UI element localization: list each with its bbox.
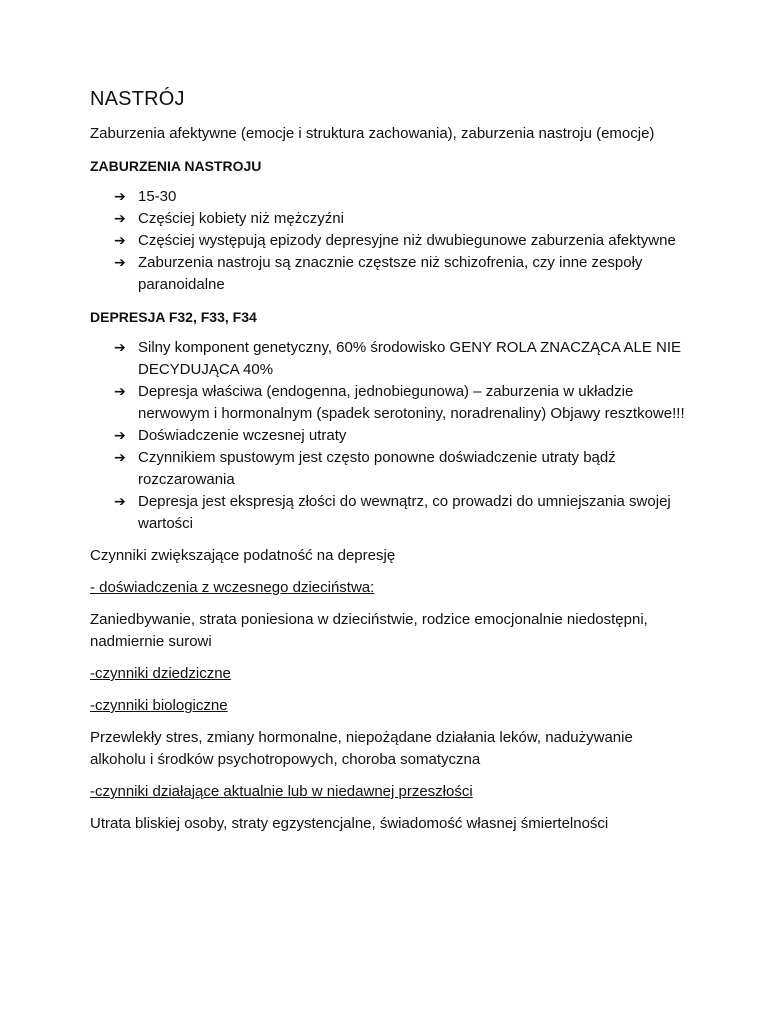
arrow-right-icon: ➔: [114, 340, 126, 356]
list-item-text: 15-30: [138, 188, 177, 205]
arrow-right-icon: ➔: [114, 211, 126, 227]
list-item-text: Zaburzenia nastroju są znacznie częstsze niż schizofrenia, czy inne zespoły paranoidalne: [138, 254, 643, 293]
factors-intro: Czynniki zwiększające podatność na depresję: [90, 547, 396, 564]
intro-paragraph: Zaburzenia afektywne (emocje i struktura zachowania), zaburzenia nastroju (emocje): [90, 125, 655, 142]
arrow-right-icon: ➔: [114, 494, 126, 510]
list-item-text: Silny komponent genetyczny, 60% środowisko GENY ROLA ZNACZĄCA ALE NIE DECYDUJĄCA 40%: [138, 339, 682, 378]
biological-heading: -czynniki biologiczne: [90, 697, 228, 714]
list-item-text: Doświadczenie wczesnej utraty: [138, 427, 347, 444]
list-item: [114, 447, 690, 491]
childhood-heading: - doświadczenia z wczesnego dzieciństwa:: [90, 579, 375, 596]
mood-disorders-list: [90, 186, 690, 296]
arrow-right-icon: ➔: [114, 384, 126, 400]
list-item-text: Częściej występują epizody depresyjne niż dwubiegunowe zaburzenia afektywne: [138, 232, 676, 249]
section-heading-depression: DEPRESJA F32, F33, F34: [90, 309, 257, 325]
list-item: [114, 381, 690, 425]
recent-text: Utrata bliskiej osoby, straty egzystencjalne, świadomość własnej śmiertelności: [90, 815, 609, 832]
childhood-text: Zaniedbywanie, strata poniesiona w dzieciństwie, rodzice emocjonalnie niedostępni, nadmiernie surowi: [90, 611, 648, 650]
section-heading-mood-disorders: ZABURZENIA NASTROJU: [90, 158, 262, 174]
list-item-text: Depresja jest ekspresją złości do wewnątrz, co prowadzi do umniejszania swojej wartości: [138, 493, 671, 532]
arrow-right-icon: ➔: [114, 255, 126, 271]
biological-text: Przewlekły stres, zmiany hormonalne, niepożądane działania leków, nadużywanie alkoholu i środków psychotropowych, choroba somatyczna: [90, 729, 633, 768]
list-item-text: Częściej kobiety niż mężczyźni: [138, 210, 344, 227]
arrow-right-icon: ➔: [114, 428, 126, 444]
depression-list: [90, 337, 690, 535]
arrow-right-icon: ➔: [114, 450, 126, 466]
arrow-right-icon: ➔: [114, 233, 126, 249]
list-item: [114, 186, 690, 208]
list-item-text: Czynnikiem spustowym jest często ponowne doświadczenie utraty bądź rozczarowania: [138, 449, 616, 488]
recent-heading: -czynniki działające aktualnie lub w niedawnej przeszłości: [90, 783, 473, 800]
arrow-right-icon: ➔: [114, 189, 126, 205]
document-title: NASTRÓJ: [90, 88, 185, 110]
list-item: [114, 425, 690, 447]
list-item: [114, 491, 690, 535]
hereditary-heading: -czynniki dziedziczne: [90, 665, 231, 682]
list-item: [114, 208, 690, 230]
list-item: [114, 337, 690, 381]
list-item: [114, 230, 690, 252]
list-item: [114, 252, 690, 296]
list-item-text: Depresja właściwa (endogenna, jednobiegunowa) – zaburzenia w układzie nerwowym i hormonalnym (spadek serotoniny, noradrenaliny) Objawy resztkowe!!!: [138, 383, 685, 422]
document-page: [90, 88, 690, 845]
